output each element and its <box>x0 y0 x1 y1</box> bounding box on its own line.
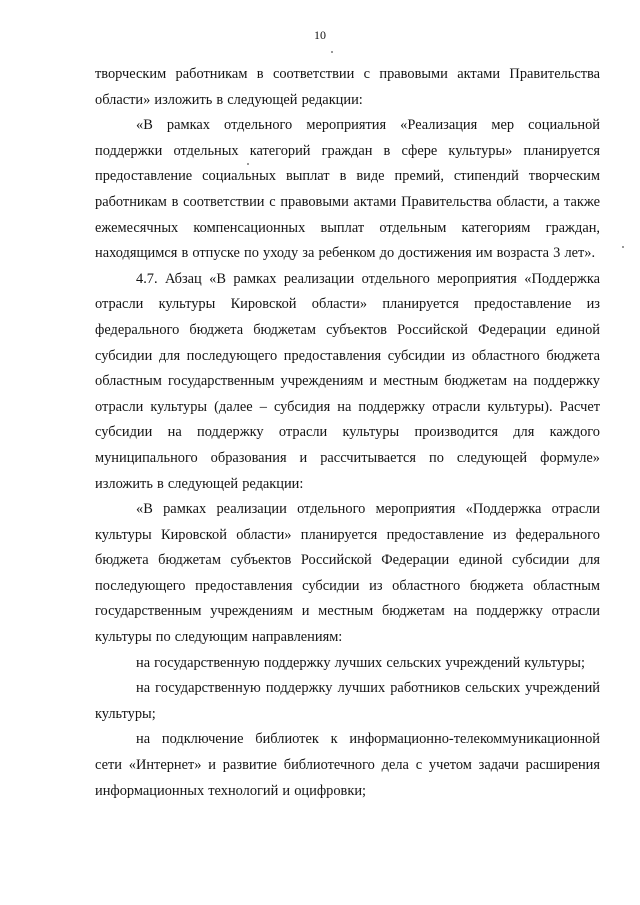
paragraph-continuation: творческим работникам в соответствии с правовыми актами Правительства области» изложить в следующей редакции: <box>95 66 600 108</box>
list-item-rural-institutions: на государственную поддержку лучших сельских учреждений культуры; <box>136 654 585 671</box>
scan-speck <box>331 51 333 53</box>
list-item-library-internet: на подключение библиотек к информационно-телекоммуникационной сети «Интернет» и развитие библиотечного дела с учетом задачи расширения информационных технологий и оцифровки; <box>95 731 600 799</box>
list-item-rural-workers: на государственную поддержку лучших работников сельских учреждений культуры; <box>95 680 600 722</box>
document-text <box>95 62 600 804</box>
scan-speck <box>622 246 624 248</box>
paragraph-quote-culture-support: «В рамках реализации отдельного мероприятия «Поддержка отрасли культуры Кировской области» планируется предоставление из федерального бюджета бюджетам субъектов Российской Федерации единой субсидии для последующего предоставления субсидии из областного бюджета областным государственным учреждениям и местным бюджетам на поддержку отрасли культуры по следующим направлениям: <box>95 501 600 646</box>
paragraph-quote-social-support: «В рамках отдельного мероприятия «Реализация мер социальной поддержки отдельных категорий граждан в сфере культуры» планируется предоставление социальных выплат в виде премий, стипендий творческим работникам в соответствии с правовыми актами Правительства области, а также ежемесячных компенсационных выплат отдельным категориям граждан, находящимся в отпуске по уходу за ребенком до достижения им возраста 3 лет». <box>95 117 600 262</box>
paragraph-section-4-7: 4.7. Абзац «В рамках реализации отдельного мероприятия «Поддержка отрасли культуры Кировской области» планируется предоставление из федерального бюджета бюджетам субъектов Российской Федерации единой субсидии для последующего предоставления субсидии из областного бюджета областным государственным учреждениям и местным бюджетам на поддержку отрасли культуры (далее – субсидия на поддержку отрасли культуры). Расчет субсидии на поддержку отрасли культуры производится для каждого муниципального образования и рассчитывается по следующей формуле» изложить в следующей редакции: <box>95 270 600 492</box>
page-number: 10 <box>314 28 326 42</box>
